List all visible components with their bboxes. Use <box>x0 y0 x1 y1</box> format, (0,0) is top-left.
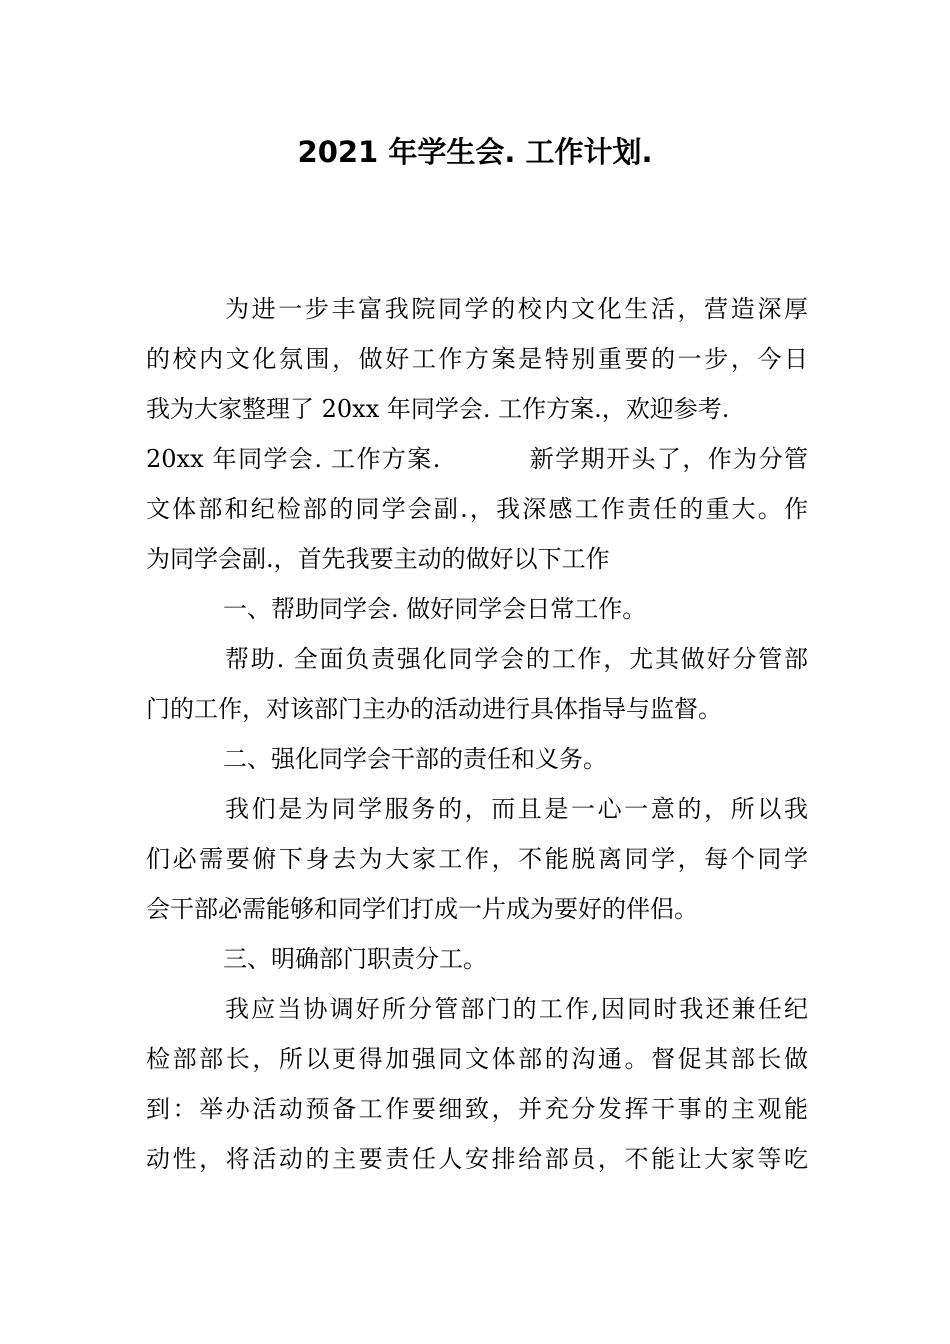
paragraph-line: 为同学会副.，首先我要主动的做好以下工作 <box>146 545 610 573</box>
section-heading: 一、帮助同学会. 做好同学会日常工作。 <box>223 595 647 623</box>
paragraph-line: 为进一步丰富我院同学的校内文化生活，营造深厚 <box>225 295 808 323</box>
paragraph-line: 们必需要俯下身去为大家工作，不能脱离同学，每个同学 <box>146 845 808 873</box>
paragraph-line: 我应当协调好所分管部门的工作,因同时我还兼任纪 <box>225 995 808 1023</box>
line-segment: 20xx 年同学会. 工作方案. <box>146 445 441 473</box>
section-heading: 三、明确部门职责分工。 <box>223 945 487 973</box>
paragraph-line: 动性，将活动的主要责任人安排给部员，不能让大家等吃 <box>146 1145 808 1173</box>
document-body <box>146 284 808 1184</box>
paragraph-line <box>146 434 808 484</box>
paragraph-line: 会干部必需能够和同学们打成一片成为要好的伴侣。 <box>146 895 698 923</box>
paragraph-line: 的校内文化氛围，做好工作方案是特别重要的一步，今日 <box>146 345 808 373</box>
document-title: 2021 年学生会. 工作计划. <box>297 135 653 169</box>
paragraph-line: 到：举办活动预备工作要细致，并充分发挥干事的主观能 <box>146 1095 808 1123</box>
section-heading: 二、强化同学会干部的责任和义务。 <box>223 745 607 773</box>
line-segment: 新学期开头了，作为分管 <box>528 445 809 473</box>
paragraph-line: 文体部和纪检部的同学会副.，我深感工作责任的重大。作 <box>146 495 808 523</box>
paragraph-line: 检部部长，所以更得加强同文体部的沟通。督促其部长做 <box>146 1045 808 1073</box>
paragraph-line: 我们是为同学服务的，而且是一心一意的，所以我 <box>225 795 808 823</box>
paragraph-line: 我为大家整理了 20xx 年同学会. 工作方案.，欢迎参考. <box>146 395 730 423</box>
paragraph-line: 帮助. 全面负责强化同学会的工作，尤其做好分管部 <box>225 645 808 673</box>
paragraph-line: 门的工作，对该部门主办的活动进行具体指导与监督。 <box>146 695 722 723</box>
